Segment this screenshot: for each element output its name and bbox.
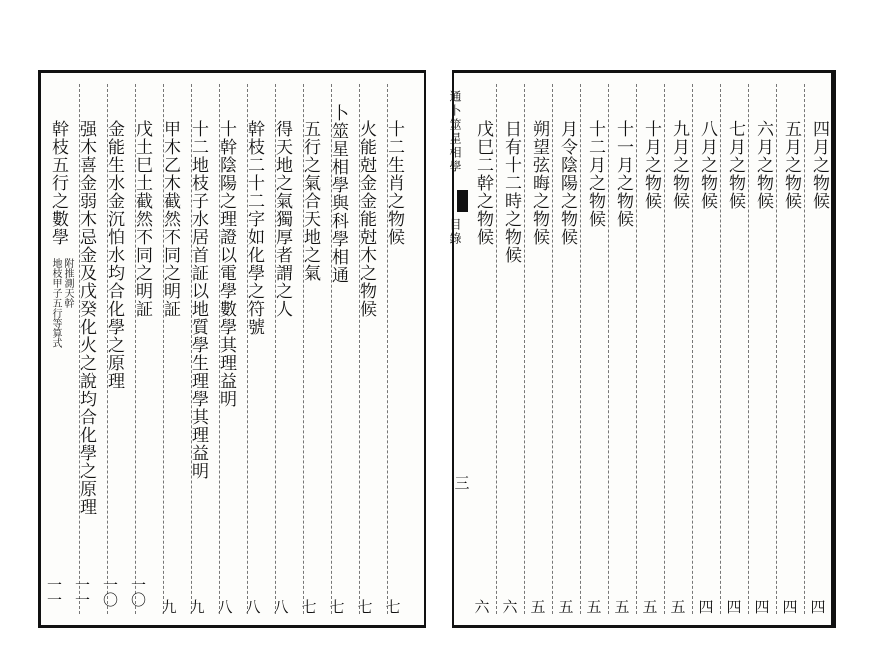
- toc-entry-page: 五: [670, 598, 686, 616]
- toc-entry-title: 朔望弦晦之物候: [529, 120, 549, 246]
- toc-entry-page: 九: [189, 598, 205, 616]
- toc-entry-page: 一〇: [129, 577, 147, 607]
- toc-entry-title: 十一月之物候: [613, 120, 633, 228]
- toc-entry-page: 五: [586, 598, 602, 616]
- toc-entry-page: 八: [273, 598, 289, 616]
- column-rule: [580, 84, 581, 614]
- toc-entry-title: 强木喜金弱木忌金及戊癸化火之說均合化學之原理: [76, 120, 96, 516]
- toc-entry-page: 一〇: [101, 577, 119, 607]
- toc-entry-page: 八: [245, 598, 261, 616]
- toc-entry-title: 幹枝五行之數學: [48, 120, 68, 246]
- toc-entry-page: 四: [810, 598, 826, 616]
- column-rule: [720, 84, 721, 614]
- toc-entry-page: 四: [698, 598, 714, 616]
- toc-entry-title: 金能生水金沉怕水均合化學之原理: [104, 120, 124, 390]
- toc-entry-note: 地枝甲子五行等算式: [50, 258, 61, 348]
- toc-entry-title: 十幹陰陽之理證以電學數學其理益明: [216, 120, 236, 408]
- toc-entry-page: 四: [782, 598, 798, 616]
- column-rule: [804, 84, 805, 614]
- toc-entry-page: 六: [474, 598, 490, 616]
- toc-entry-title: 甲木乙木截然不同之明証: [160, 120, 180, 318]
- toc-entry-title: 十月之物候: [641, 120, 661, 210]
- toc-entry-title: 七月之物候: [725, 120, 745, 210]
- folio-number: 三: [454, 474, 470, 492]
- toc-entry-note: 附推測天幹: [62, 258, 73, 308]
- toc-entry-title: 十二地枝子水居首証以地質學生理學其理益明: [188, 120, 208, 480]
- toc-entry-page: 五: [642, 598, 658, 616]
- column-rule: [748, 84, 749, 614]
- toc-entry-page: 七: [385, 598, 401, 616]
- toc-entry-title: 十二生肖之物候: [384, 120, 404, 246]
- column-rule: [776, 84, 777, 614]
- toc-entry-page: 七: [329, 598, 345, 616]
- toc-entry-page: 四: [726, 598, 742, 616]
- toc-entry-title: 月令陰陽之物候: [557, 120, 577, 246]
- column-rule: [636, 84, 637, 614]
- column-rule: [664, 84, 665, 614]
- toc-entry-title: 五月之物候: [781, 120, 801, 210]
- column-rule: [608, 84, 609, 614]
- column-rule: [552, 84, 553, 614]
- toc-entry-page: 六: [502, 598, 518, 616]
- toc-entry-title: 得天地之氣獨厚者謂之人: [272, 120, 292, 318]
- toc-entry-title: 戊土巳土截然不同之明証: [132, 120, 152, 318]
- running-head-title: 通卜筮星相學: [448, 90, 462, 174]
- column-rule: [692, 84, 693, 614]
- running-head-section: 目錄: [448, 218, 462, 246]
- toc-entry-page: 七: [301, 598, 317, 616]
- toc-entry-title: 幹枝二十二字如化學之符號: [244, 120, 264, 336]
- toc-entry-page: 四: [754, 598, 770, 616]
- toc-entry-title: 六月之物候: [753, 120, 773, 210]
- column-rule: [496, 84, 497, 614]
- toc-entry-page: 八: [217, 598, 233, 616]
- toc-entry-title: 日有十二時之物候: [501, 120, 521, 264]
- running-head-marker: [457, 190, 468, 212]
- toc-entry-page: 五: [530, 598, 546, 616]
- toc-entry-page: 一一: [73, 577, 91, 607]
- toc-entry-page: 五: [558, 598, 574, 616]
- toc-entry-title: 四月之物候: [809, 120, 829, 210]
- toc-entry-title: 火能尅金金能尅木之物候: [356, 120, 376, 318]
- column-rule: [524, 84, 525, 614]
- toc-entry-title: 五行之氣合天地之氣: [300, 120, 320, 282]
- toc-entry-title: 十二月之物候: [585, 120, 605, 228]
- toc-entry-title: 八月之物候: [697, 120, 717, 210]
- toc-entry-title: 卜筮星相學與科學相通: [328, 104, 348, 284]
- toc-entry-page: 七: [357, 598, 373, 616]
- toc-entry-page: 一一: [45, 577, 63, 607]
- toc-entry-title: 九月之物候: [669, 120, 689, 210]
- toc-entry-title: 戊巳二幹之物候: [473, 120, 493, 246]
- toc-entry-page: 五: [614, 598, 630, 616]
- toc-entry-page: 九: [161, 598, 177, 616]
